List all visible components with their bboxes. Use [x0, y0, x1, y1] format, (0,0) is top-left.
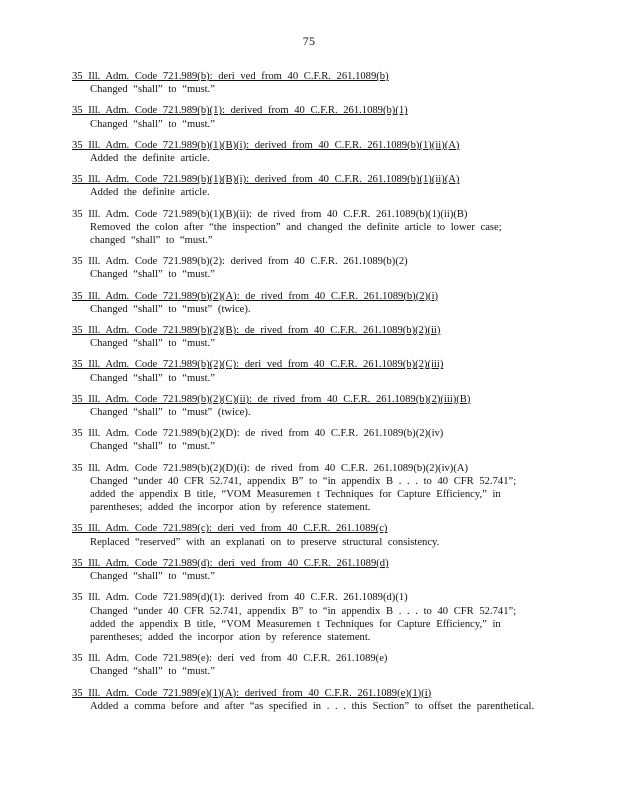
- change-note: Changed “shall” to “must.”: [90, 666, 215, 678]
- citation-line: 35 Ill. Adm. Code 721.989(b)(2)(D)(i): de rived from 40 C.F.R. 261.1089(b)(2)(iv)(A): [72, 462, 469, 474]
- change-note: Changed “shall” to “must” (twice).: [90, 407, 251, 419]
- change-note: Changed “shall” to “must.”: [90, 118, 215, 130]
- citation-line: 35 Ill. Adm. Code 721.989(b)(2)(C): deri ved from 40 C.F.R. 261.1089(b)(2)(iii): [72, 359, 444, 371]
- change-note: Added the definite article.: [90, 153, 210, 165]
- source-note-entry: [72, 393, 542, 419]
- citation-line: 35 Ill. Adm. Code 721.989(b)(1)(B)(i): derived from 40 C.F.R. 261.1089(b)(1)(ii)(A): [72, 174, 460, 186]
- source-note-entry: [72, 324, 542, 350]
- source-note-entry: [72, 591, 542, 644]
- source-note-entry: [72, 522, 542, 548]
- source-notes-list: [72, 70, 542, 721]
- change-note: Added the definite article.: [90, 187, 210, 199]
- source-note-entry: [72, 255, 542, 281]
- source-note-entry: [72, 462, 542, 515]
- change-note: Changed “shall” to “must.”: [90, 571, 215, 583]
- page-number: 75: [302, 34, 316, 48]
- citation-line: 35 Ill. Adm. Code 721.989(b)(2)(A): de rived from 40 C.F.R. 261.1089(b)(2)(i): [72, 290, 439, 302]
- citation-line: 35 Ill. Adm. Code 721.989(e): deri ved from 40 C.F.R. 261.1089(e): [72, 653, 388, 665]
- citation-line: 35 Ill. Adm. Code 721.989(e)(1)(A): derived from 40 C.F.R. 261.1089(e)(1)(i): [72, 687, 432, 699]
- change-note: Added a comma before and after “as specified in . . . this Section” to offset the parenthetical.: [90, 700, 535, 712]
- change-note: Changed “shall” to “must.”: [90, 338, 215, 350]
- source-note-entry: [72, 358, 542, 384]
- source-note-entry: [72, 208, 542, 248]
- citation-line: 35 Ill. Adm. Code 721.989(b)(2)(C)(ii): de rived from 40 C.F.R. 261.1089(b)(2)(iii)(B): [72, 393, 471, 405]
- change-note: Changed “under 40 CFR 52.741, appendix B” to “in appendix B . . . to 40 CFR 52.741”; added the appendix B title, “VOM Measuremen t Techniques for Capture Efficiency,” in parentheses; added the incorpor ation by reference statement.: [90, 605, 517, 643]
- citation-line: 35 Ill. Adm. Code 721.989(b): deri ved from 40 C.F.R. 261.1089(b): [72, 71, 389, 82]
- source-note-entry: [72, 687, 542, 713]
- source-note-entry: [72, 173, 542, 199]
- source-note-entry: [72, 70, 542, 96]
- source-note-entry: [72, 557, 542, 583]
- change-note: Removed the colon after “the inspection” and changed the definite article to lower case; changed “shall” to “must.”: [90, 221, 502, 247]
- source-note-entry: [72, 104, 542, 130]
- change-note: Changed “under 40 CFR 52.741, appendix B” to “in appendix B . . . to 40 CFR 52.741”; added the appendix B title, “VOM Measuremen t Techniques for Capture Efficiency,” in parentheses; added the incorpor ation by reference statement.: [90, 475, 517, 514]
- change-note: Changed “shall” to “must” (twice).: [90, 303, 251, 315]
- source-note-entry: [72, 652, 542, 678]
- citation-line: 35 Ill. Adm. Code 721.989(d): deri ved from 40 C.F.R. 261.1089(d): [72, 557, 389, 569]
- source-note-entry: [72, 290, 542, 316]
- citation-line: 35 Ill. Adm. Code 721.989(b)(2): derived from 40 C.F.R. 261.1089(b)(2): [72, 256, 408, 268]
- citation-line: 35 Ill. Adm. Code 721.989(b)(1): derived from 40 C.F.R. 261.1089(b)(1): [72, 105, 408, 117]
- citation-line: 35 Ill. Adm. Code 721.989(b)(2)(B): de rived from 40 C.F.R. 261.1089(b)(2)(ii): [72, 325, 441, 337]
- change-note: Replaced “reserved” with an explanati on to preserve structural consistency.: [90, 536, 440, 548]
- citation-line: 35 Ill. Adm. Code 721.989(d)(1): derived from 40 C.F.R. 261.1089(d)(1): [72, 592, 408, 604]
- source-note-entry: [72, 139, 542, 165]
- citation-line: 35 Ill. Adm. Code 721.989(b)(1)(B)(ii): de rived from 40 C.F.R. 261.1089(b)(1)(ii)(B): [72, 208, 468, 220]
- change-note: Changed “shall” to “must.”: [90, 269, 215, 281]
- change-note: Changed “shall” to “must.”: [90, 372, 215, 384]
- citation-line: 35 Ill. Adm. Code 721.989(c): deri ved from 40 C.F.R. 261.1089(c): [72, 523, 388, 535]
- source-note-entry: [72, 427, 542, 453]
- change-note: Changed “shall” to “must.”: [90, 441, 215, 453]
- citation-line: 35 Ill. Adm. Code 721.989(b)(1)(B)(i): derived from 40 C.F.R. 261.1089(b)(1)(ii)(A): [72, 139, 460, 151]
- citation-line: 35 Ill. Adm. Code 721.989(b)(2)(D): de rived from 40 C.F.R. 261.1089(b)(2)(iv): [72, 428, 444, 440]
- change-note: Changed “shall” to “must.”: [90, 84, 215, 96]
